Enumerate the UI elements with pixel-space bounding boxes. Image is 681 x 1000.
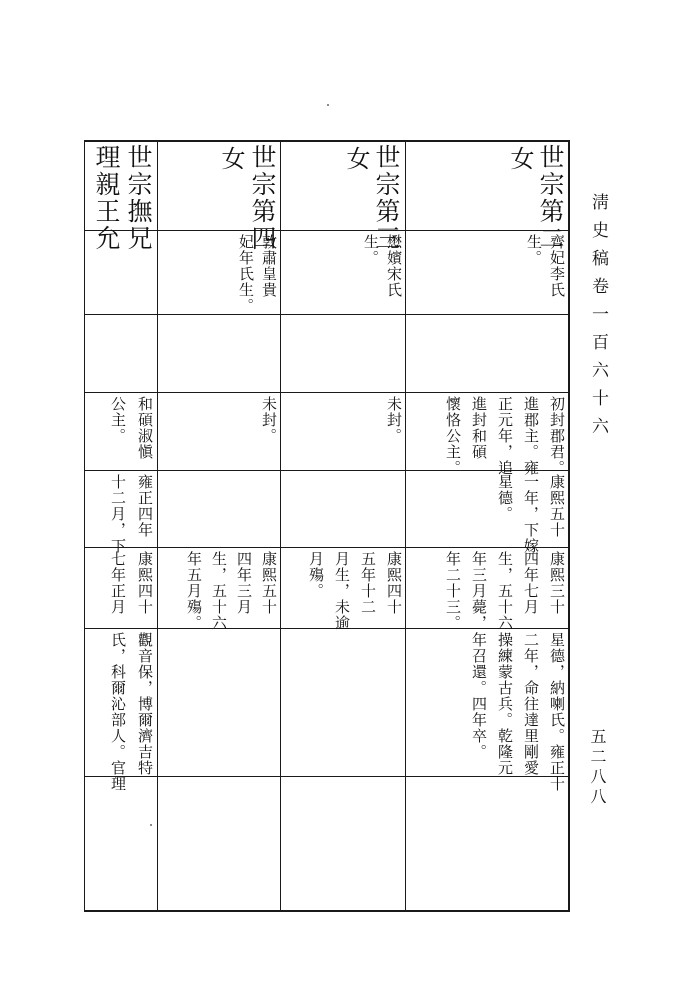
cell-line: 四年七月 [522, 551, 540, 615]
row-divider [84, 230, 570, 231]
marriage-cell [408, 474, 566, 554]
cell-line: 年召還。四年卒。 [470, 632, 488, 760]
cell-line: 星德。 [496, 474, 514, 522]
mother-cell [160, 234, 278, 312]
title-cell [88, 396, 154, 468]
cell-line: 七年正月 [109, 551, 127, 615]
spouse-cell [408, 632, 566, 792]
cell-line: 未封。 [385, 396, 403, 444]
column-divider [157, 140, 158, 912]
title-cell [408, 396, 566, 476]
daughter-rank: 世宗撫兄 [124, 144, 153, 252]
marriage-cell [88, 474, 154, 554]
birth-death-cell [160, 551, 278, 631]
cell-line: 妃年氏生。 [237, 234, 255, 314]
cell-line: 進郡主。雍 [522, 396, 540, 476]
daughter-title: 理親王允 [92, 144, 121, 252]
title-cell [160, 396, 278, 468]
cell-line: 敦肅皇貴 [260, 234, 278, 298]
birth-death-cell [88, 551, 154, 627]
cell-line: 四年三月 [235, 551, 253, 615]
cell-line: 康熙三十 [548, 551, 566, 615]
cell-line: 十二月，下 [109, 474, 127, 554]
cell-line: 正元年，追 [496, 396, 514, 476]
cell-line: 未封。 [260, 396, 278, 444]
cell-line: 生，五十六 [496, 551, 514, 631]
daughter-title: 女 [342, 146, 370, 172]
cell-line: 五年十二 [359, 551, 377, 615]
birth-death-cell [283, 551, 403, 631]
page-number: 五二八八 [588, 728, 607, 808]
cell-line: 康熙四十 [136, 551, 154, 615]
row-divider [84, 547, 570, 548]
cell-line: 康熙四十 [385, 551, 403, 615]
row-divider [84, 392, 570, 393]
cell-line: 雍正四年 [136, 474, 154, 538]
title-cell [283, 396, 403, 468]
cell-line: 月殤。 [307, 551, 325, 599]
cell-line: 氏，科爾沁部人。官理 [109, 632, 127, 792]
row-divider [84, 776, 570, 777]
cell-line: 生，五十六 [210, 551, 228, 631]
cell-line: 年二十三。 [444, 551, 462, 631]
book-title: 淸史稿卷一百六十六 [588, 193, 608, 445]
cell-line: 月生，未逾 [333, 551, 351, 631]
mother-cell [283, 234, 403, 312]
column-divider [405, 140, 406, 912]
daughter-rank: 世宗第三 [372, 144, 401, 252]
cell-line: 二年，命往達里剛愛 [522, 632, 540, 776]
cell-line: 生。 [362, 234, 380, 266]
speck-mark [327, 104, 329, 106]
cell-line: 生。 [525, 234, 543, 266]
cell-line: 康熙五十 [548, 474, 566, 538]
cell-line: 和碩淑愼 [136, 396, 154, 460]
cell-line: 觀音保，博爾濟吉特 [136, 632, 154, 776]
cell-line: 年三月薨， [470, 551, 488, 631]
table-left-border [84, 140, 85, 912]
daughter-title: 女 [506, 146, 534, 172]
birth-death-cell [408, 551, 566, 631]
cell-line: 康熙五十 [260, 551, 278, 615]
column-divider [280, 140, 281, 912]
spouse-cell [88, 632, 154, 792]
cell-line: 年五月殤。 [185, 551, 203, 631]
daughter-title: 女 [217, 146, 245, 172]
cell-line: 進封和碩 [470, 396, 488, 460]
cell-line: 星德，納喇氏。雍正十 [548, 632, 566, 792]
speck-mark [150, 824, 152, 826]
cell-line: 懷恪公主。 [444, 396, 462, 476]
cell-line: 齊妃李氏 [548, 234, 566, 298]
table-right-border [568, 140, 570, 912]
daughter-rank: 世宗第二 [536, 144, 565, 252]
mother-cell [408, 234, 566, 312]
cell-line: 一年，下嫁 [522, 474, 540, 554]
cell-line: 操練蒙古兵。乾隆元 [496, 632, 514, 776]
cell-line: 公主。 [109, 396, 127, 444]
daughter-rank: 世宗第四 [248, 144, 277, 252]
row-divider [84, 314, 570, 315]
cell-line: 初封郡君。 [548, 396, 566, 476]
cell-line: 懋嬪宋氏 [385, 234, 403, 298]
